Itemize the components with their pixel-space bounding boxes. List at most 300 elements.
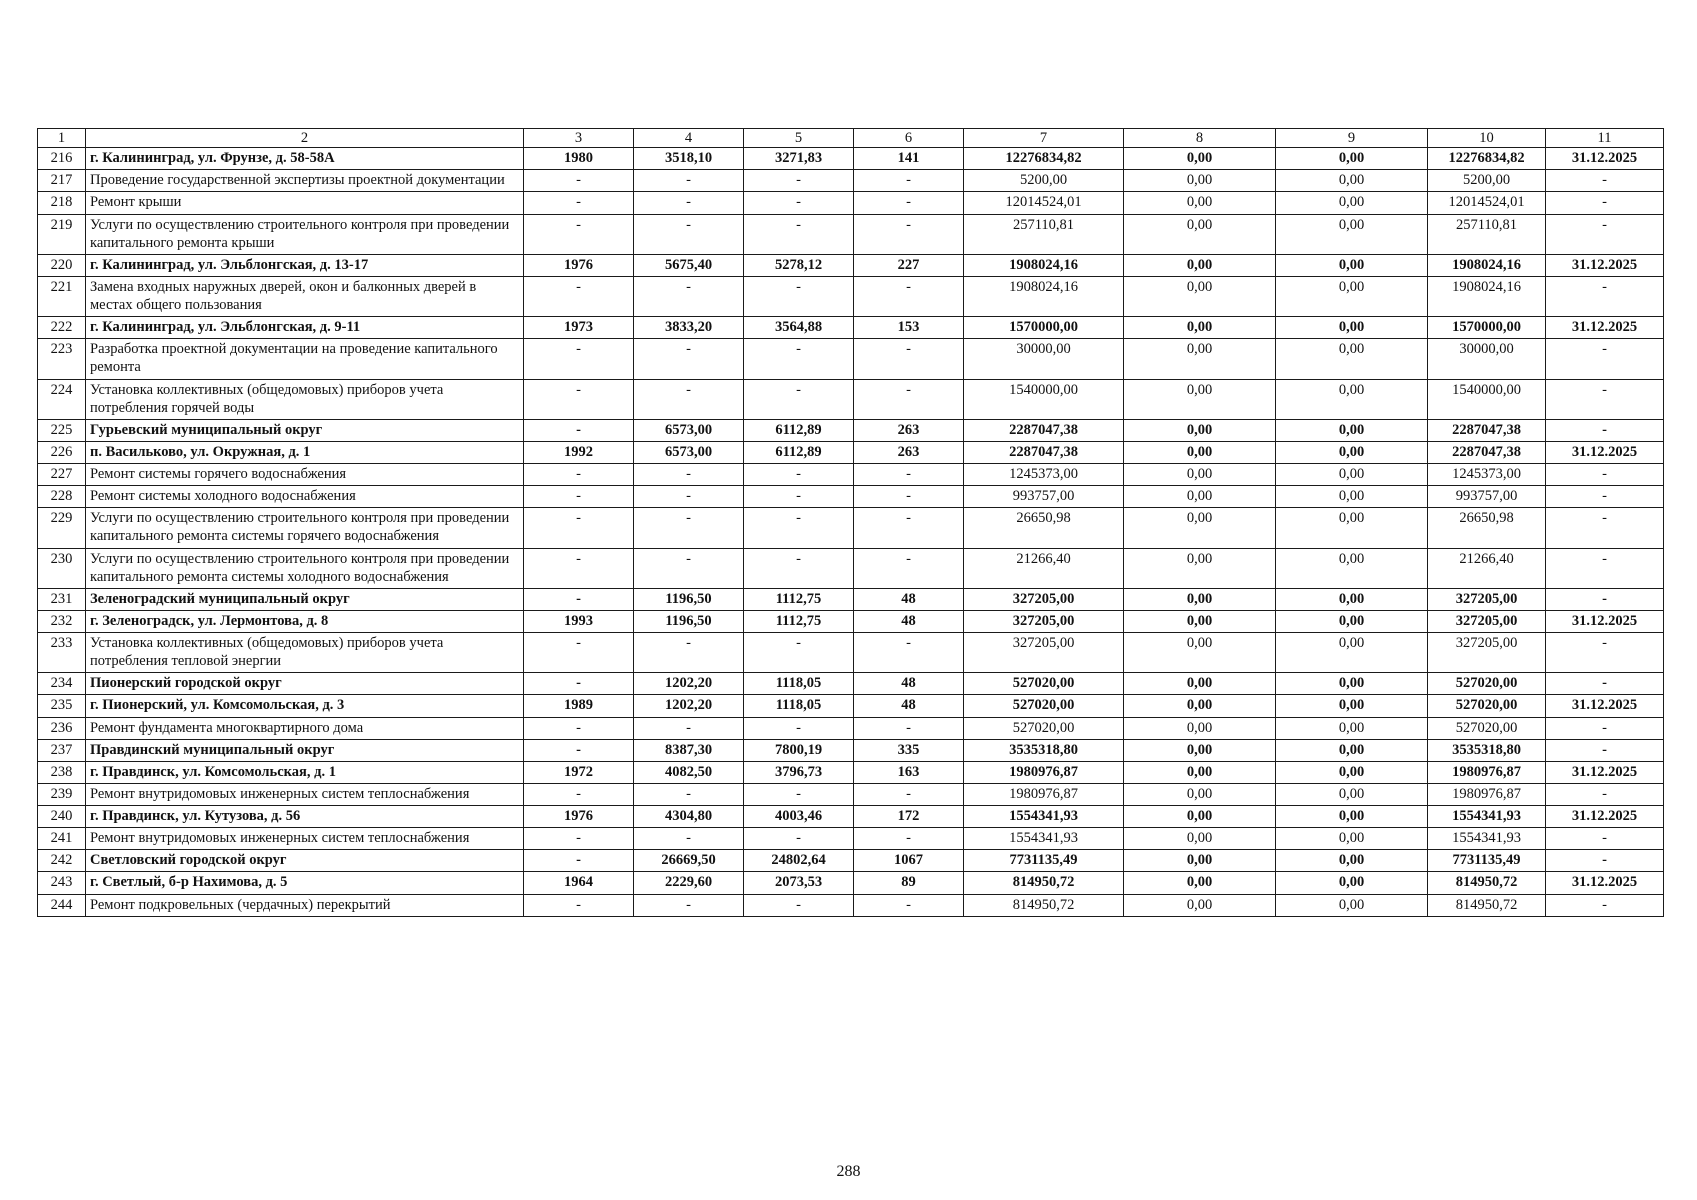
value-cell: 0,00 xyxy=(1124,806,1276,828)
value-cell: 993757,00 xyxy=(964,486,1124,508)
value-cell: - xyxy=(744,633,854,673)
value-cell: - xyxy=(634,633,744,673)
name-cell: г. Калининград, ул. Эльблонгская, д. 13-17 xyxy=(86,254,524,276)
value-cell: - xyxy=(854,486,964,508)
value-cell: 0,00 xyxy=(1124,464,1276,486)
value-cell: 0,00 xyxy=(1124,486,1276,508)
value-cell: 1570000,00 xyxy=(1428,317,1546,339)
value-cell: 0,00 xyxy=(1276,192,1428,214)
name-cell: Замена входных наружных дверей, окон и балконных дверей в местах общего пользования xyxy=(86,276,524,316)
value-cell: 0,00 xyxy=(1124,441,1276,463)
value-cell: 327205,00 xyxy=(964,588,1124,610)
table-row-object xyxy=(38,610,1664,632)
name-cell: г. Калининград, ул. Эльблонгская, д. 9-11 xyxy=(86,317,524,339)
column-number: 9 xyxy=(1276,129,1428,148)
table-row-object xyxy=(38,739,1664,761)
value-cell: - xyxy=(744,276,854,316)
value-cell: - xyxy=(524,739,634,761)
table-row-work xyxy=(38,717,1664,739)
table-row-work xyxy=(38,192,1664,214)
value-cell: 0,00 xyxy=(1124,588,1276,610)
value-cell: 0,00 xyxy=(1276,610,1428,632)
table-row-object xyxy=(38,254,1664,276)
value-cell: - xyxy=(744,379,854,419)
value-cell: 0,00 xyxy=(1124,548,1276,588)
value-cell: - xyxy=(854,214,964,254)
value-cell: 0,00 xyxy=(1124,419,1276,441)
column-number: 4 xyxy=(634,129,744,148)
value-cell: 163 xyxy=(854,761,964,783)
value-cell: 0,00 xyxy=(1124,783,1276,805)
value-cell: 1196,50 xyxy=(634,610,744,632)
value-cell: 814950,72 xyxy=(1428,872,1546,894)
table-row-work xyxy=(38,828,1664,850)
value-cell: 0,00 xyxy=(1276,276,1428,316)
row-number-cell: 223 xyxy=(38,339,86,379)
name-cell: Ремонт фундамента многоквартирного дома xyxy=(86,717,524,739)
value-cell: 0,00 xyxy=(1276,633,1428,673)
value-cell: 0,00 xyxy=(1124,379,1276,419)
value-cell: - xyxy=(634,828,744,850)
value-cell: 0,00 xyxy=(1124,695,1276,717)
row-number-cell: 224 xyxy=(38,379,86,419)
value-cell: 1980976,87 xyxy=(1428,783,1546,805)
value-cell: - xyxy=(854,379,964,419)
name-cell: Ремонт внутридомовых инженерных систем теплоснабжения xyxy=(86,783,524,805)
value-cell: - xyxy=(854,339,964,379)
value-cell: - xyxy=(524,894,634,916)
column-number: 1 xyxy=(38,129,86,148)
value-cell: 1973 xyxy=(524,317,634,339)
value-cell: - xyxy=(524,850,634,872)
value-cell: 4003,46 xyxy=(744,806,854,828)
name-cell: Услуги по осуществлению строительного контроля при проведении капитального ремонта системы горячего водоснабжения xyxy=(86,508,524,548)
row-number-cell: 225 xyxy=(38,419,86,441)
column-number: 10 xyxy=(1428,129,1546,148)
value-cell: - xyxy=(634,508,744,548)
value-cell: 31.12.2025 xyxy=(1546,441,1664,463)
value-cell: 1908024,16 xyxy=(964,254,1124,276)
value-cell: - xyxy=(524,339,634,379)
name-cell: г. Пионерский, ул. Комсомольская, д. 3 xyxy=(86,695,524,717)
value-cell: - xyxy=(1546,850,1664,872)
value-cell: - xyxy=(634,192,744,214)
value-cell: 0,00 xyxy=(1276,170,1428,192)
value-cell: 0,00 xyxy=(1124,508,1276,548)
value-cell: 31.12.2025 xyxy=(1546,695,1664,717)
row-number-cell: 240 xyxy=(38,806,86,828)
value-cell: 527020,00 xyxy=(964,673,1124,695)
value-cell: - xyxy=(524,276,634,316)
name-cell: Разработка проектной документации на проведение капитального ремонта xyxy=(86,339,524,379)
value-cell: 0,00 xyxy=(1124,170,1276,192)
value-cell: 0,00 xyxy=(1124,717,1276,739)
value-cell: 257110,81 xyxy=(1428,214,1546,254)
value-cell: 0,00 xyxy=(1124,850,1276,872)
value-cell: - xyxy=(1546,464,1664,486)
value-cell: 2229,60 xyxy=(634,872,744,894)
row-number-cell: 221 xyxy=(38,276,86,316)
row-number-cell: 231 xyxy=(38,588,86,610)
table-row-work xyxy=(38,276,1664,316)
value-cell: 30000,00 xyxy=(1428,339,1546,379)
value-cell: - xyxy=(1546,783,1664,805)
value-cell: 0,00 xyxy=(1124,148,1276,170)
row-number-cell: 238 xyxy=(38,761,86,783)
name-cell: г. Правдинск, ул. Комсомольская, д. 1 xyxy=(86,761,524,783)
row-number-cell: 229 xyxy=(38,508,86,548)
row-number-cell: 237 xyxy=(38,739,86,761)
column-number: 11 xyxy=(1546,129,1664,148)
capital-repair-table xyxy=(37,128,1664,917)
value-cell: 5200,00 xyxy=(964,170,1124,192)
value-cell: 12014524,01 xyxy=(964,192,1124,214)
table-row-object xyxy=(38,695,1664,717)
value-cell: - xyxy=(1546,379,1664,419)
name-cell: Услуги по осуществлению строительного контроля при проведении капитального ремонта крыши xyxy=(86,214,524,254)
table-row-object xyxy=(38,419,1664,441)
value-cell: - xyxy=(634,548,744,588)
value-cell: - xyxy=(1546,633,1664,673)
value-cell: - xyxy=(524,548,634,588)
table-row-object xyxy=(38,441,1664,463)
table-row-work xyxy=(38,214,1664,254)
column-number-row xyxy=(38,129,1664,148)
value-cell: 1980 xyxy=(524,148,634,170)
value-cell: 0,00 xyxy=(1276,872,1428,894)
value-cell: - xyxy=(744,783,854,805)
value-cell: 0,00 xyxy=(1124,894,1276,916)
value-cell: 1980976,87 xyxy=(964,761,1124,783)
value-cell: 0,00 xyxy=(1276,548,1428,588)
row-number-cell: 241 xyxy=(38,828,86,850)
value-cell: 0,00 xyxy=(1276,828,1428,850)
value-cell: 30000,00 xyxy=(964,339,1124,379)
value-cell: - xyxy=(634,276,744,316)
value-cell: - xyxy=(854,717,964,739)
value-cell: - xyxy=(634,486,744,508)
value-cell: - xyxy=(854,828,964,850)
value-cell: 6573,00 xyxy=(634,419,744,441)
table-row-object xyxy=(38,806,1664,828)
table-row-object xyxy=(38,148,1664,170)
value-cell: 327205,00 xyxy=(964,610,1124,632)
name-cell: г. Светлый, б-р Нахимова, д. 5 xyxy=(86,872,524,894)
table-row-work xyxy=(38,633,1664,673)
value-cell: 0,00 xyxy=(1276,894,1428,916)
value-cell: - xyxy=(524,214,634,254)
value-cell: 1067 xyxy=(854,850,964,872)
value-cell: 1908024,16 xyxy=(1428,254,1546,276)
value-cell: - xyxy=(1546,339,1664,379)
value-cell: 327205,00 xyxy=(1428,633,1546,673)
value-cell: - xyxy=(744,339,854,379)
value-cell: 1980976,87 xyxy=(1428,761,1546,783)
value-cell: 227 xyxy=(854,254,964,276)
value-cell: 3535318,80 xyxy=(964,739,1124,761)
page-number: 288 xyxy=(836,1163,861,1180)
value-cell: - xyxy=(524,783,634,805)
value-cell: - xyxy=(634,214,744,254)
value-cell: - xyxy=(634,464,744,486)
value-cell: 1554341,93 xyxy=(1428,828,1546,850)
value-cell: 24802,64 xyxy=(744,850,854,872)
value-cell: 263 xyxy=(854,441,964,463)
value-cell: - xyxy=(524,673,634,695)
table-row-work xyxy=(38,486,1664,508)
value-cell: - xyxy=(1546,508,1664,548)
value-cell: - xyxy=(854,894,964,916)
value-cell: 6112,89 xyxy=(744,419,854,441)
value-cell: 0,00 xyxy=(1276,806,1428,828)
value-cell: 0,00 xyxy=(1276,673,1428,695)
value-cell: - xyxy=(1546,214,1664,254)
value-cell: 1540000,00 xyxy=(964,379,1124,419)
table-row-work xyxy=(38,508,1664,548)
value-cell: - xyxy=(524,717,634,739)
name-cell: г. Зеленоградск, ул. Лермонтова, д. 8 xyxy=(86,610,524,632)
value-cell: - xyxy=(1546,486,1664,508)
row-number-cell: 228 xyxy=(38,486,86,508)
value-cell: 1554341,93 xyxy=(1428,806,1546,828)
value-cell: - xyxy=(634,379,744,419)
name-cell: Гурьевский муниципальный округ xyxy=(86,419,524,441)
value-cell: - xyxy=(634,170,744,192)
value-cell: 6573,00 xyxy=(634,441,744,463)
column-number: 2 xyxy=(86,129,524,148)
value-cell: - xyxy=(744,170,854,192)
table-row-object xyxy=(38,673,1664,695)
value-cell: 527020,00 xyxy=(1428,717,1546,739)
value-cell: 0,00 xyxy=(1276,508,1428,548)
name-cell: п. Васильково, ул. Окружная, д. 1 xyxy=(86,441,524,463)
value-cell: 1112,75 xyxy=(744,588,854,610)
name-cell: г. Правдинск, ул. Кутузова, д. 56 xyxy=(86,806,524,828)
value-cell: - xyxy=(1546,192,1664,214)
name-cell: Ремонт внутридомовых инженерных систем теплоснабжения xyxy=(86,828,524,850)
table-body xyxy=(38,129,1664,917)
value-cell: - xyxy=(744,548,854,588)
value-cell: 3535318,80 xyxy=(1428,739,1546,761)
value-cell: 2073,53 xyxy=(744,872,854,894)
row-number-cell: 239 xyxy=(38,783,86,805)
value-cell: 0,00 xyxy=(1124,610,1276,632)
value-cell: - xyxy=(744,464,854,486)
value-cell: - xyxy=(634,894,744,916)
name-cell: Установка коллективных (общедомовых) приборов учета потребления горячей воды xyxy=(86,379,524,419)
value-cell: 31.12.2025 xyxy=(1546,610,1664,632)
value-cell: 7800,19 xyxy=(744,739,854,761)
row-number-cell: 244 xyxy=(38,894,86,916)
value-cell: 0,00 xyxy=(1276,214,1428,254)
row-number-cell: 232 xyxy=(38,610,86,632)
table-row-work xyxy=(38,548,1664,588)
name-cell: Ремонт подкровельных (чердачных) перекрытий xyxy=(86,894,524,916)
row-number-cell: 218 xyxy=(38,192,86,214)
value-cell: - xyxy=(854,508,964,548)
value-cell: 1992 xyxy=(524,441,634,463)
column-number: 6 xyxy=(854,129,964,148)
value-cell: 0,00 xyxy=(1124,761,1276,783)
value-cell: 0,00 xyxy=(1276,464,1428,486)
value-cell: - xyxy=(1546,717,1664,739)
value-cell: 0,00 xyxy=(1276,441,1428,463)
column-number: 5 xyxy=(744,129,854,148)
row-number-cell: 227 xyxy=(38,464,86,486)
value-cell: 0,00 xyxy=(1124,214,1276,254)
value-cell: 0,00 xyxy=(1276,588,1428,610)
value-cell: - xyxy=(524,170,634,192)
value-cell: 48 xyxy=(854,695,964,717)
row-number-cell: 236 xyxy=(38,717,86,739)
value-cell: 1570000,00 xyxy=(964,317,1124,339)
column-number: 7 xyxy=(964,129,1124,148)
value-cell: - xyxy=(744,894,854,916)
value-cell: 3833,20 xyxy=(634,317,744,339)
value-cell: 1196,50 xyxy=(634,588,744,610)
value-cell: 48 xyxy=(854,673,964,695)
value-cell: 1908024,16 xyxy=(964,276,1124,316)
row-number-cell: 235 xyxy=(38,695,86,717)
table-row-work xyxy=(38,170,1664,192)
value-cell: - xyxy=(1546,828,1664,850)
value-cell: - xyxy=(744,192,854,214)
row-number-cell: 230 xyxy=(38,548,86,588)
value-cell: 993757,00 xyxy=(1428,486,1546,508)
column-number: 8 xyxy=(1124,129,1276,148)
value-cell: 1245373,00 xyxy=(1428,464,1546,486)
value-cell: 26650,98 xyxy=(1428,508,1546,548)
name-cell: Проведение государственной экспертизы проектной документации xyxy=(86,170,524,192)
value-cell: 0,00 xyxy=(1276,761,1428,783)
value-cell: 21266,40 xyxy=(1428,548,1546,588)
value-cell: 327205,00 xyxy=(1428,610,1546,632)
value-cell: 48 xyxy=(854,610,964,632)
value-cell: 3271,83 xyxy=(744,148,854,170)
value-cell: - xyxy=(524,486,634,508)
value-cell: 1118,05 xyxy=(744,673,854,695)
value-cell: - xyxy=(854,170,964,192)
value-cell: 31.12.2025 xyxy=(1546,872,1664,894)
value-cell: 1993 xyxy=(524,610,634,632)
value-cell: 26650,98 xyxy=(964,508,1124,548)
value-cell: - xyxy=(744,828,854,850)
value-cell: 141 xyxy=(854,148,964,170)
value-cell: 31.12.2025 xyxy=(1546,317,1664,339)
value-cell: 0,00 xyxy=(1276,419,1428,441)
value-cell: 1112,75 xyxy=(744,610,854,632)
name-cell: Светловский городской округ xyxy=(86,850,524,872)
value-cell: - xyxy=(854,192,964,214)
value-cell: 89 xyxy=(854,872,964,894)
table-row-object xyxy=(38,872,1664,894)
name-cell: г. Калининград, ул. Фрунзе, д. 58-58А xyxy=(86,148,524,170)
value-cell: 527020,00 xyxy=(964,717,1124,739)
value-cell: 1202,20 xyxy=(634,673,744,695)
value-cell: - xyxy=(1546,276,1664,316)
table-row-work xyxy=(38,894,1664,916)
value-cell: 2287047,38 xyxy=(964,419,1124,441)
table-row-work xyxy=(38,379,1664,419)
value-cell: 0,00 xyxy=(1276,339,1428,379)
value-cell: - xyxy=(524,588,634,610)
name-cell: Пионерский городской округ xyxy=(86,673,524,695)
value-cell: 1540000,00 xyxy=(1428,379,1546,419)
value-cell: 1202,20 xyxy=(634,695,744,717)
value-cell: 31.12.2025 xyxy=(1546,806,1664,828)
value-cell: 1554341,93 xyxy=(964,828,1124,850)
value-cell: - xyxy=(854,464,964,486)
value-cell: 1554341,93 xyxy=(964,806,1124,828)
value-cell: - xyxy=(634,783,744,805)
value-cell: - xyxy=(634,339,744,379)
value-cell: 263 xyxy=(854,419,964,441)
row-number-cell: 219 xyxy=(38,214,86,254)
value-cell: 327205,00 xyxy=(1428,588,1546,610)
value-cell: 12276834,82 xyxy=(1428,148,1546,170)
table-row-object xyxy=(38,761,1664,783)
value-cell: 4304,80 xyxy=(634,806,744,828)
value-cell: 1980976,87 xyxy=(964,783,1124,805)
value-cell: 4082,50 xyxy=(634,761,744,783)
row-number-cell: 234 xyxy=(38,673,86,695)
value-cell: 1989 xyxy=(524,695,634,717)
value-cell: - xyxy=(1546,170,1664,192)
value-cell: - xyxy=(854,783,964,805)
value-cell: 0,00 xyxy=(1124,872,1276,894)
table-row-object xyxy=(38,850,1664,872)
value-cell: 5278,12 xyxy=(744,254,854,276)
value-cell: 527020,00 xyxy=(964,695,1124,717)
value-cell: 31.12.2025 xyxy=(1546,148,1664,170)
value-cell: 0,00 xyxy=(1276,317,1428,339)
table-row-object xyxy=(38,588,1664,610)
value-cell: - xyxy=(524,464,634,486)
table-row-work xyxy=(38,783,1664,805)
value-cell: 26669,50 xyxy=(634,850,744,872)
value-cell: 0,00 xyxy=(1276,254,1428,276)
value-cell: 1972 xyxy=(524,761,634,783)
value-cell: 0,00 xyxy=(1276,486,1428,508)
value-cell: 48 xyxy=(854,588,964,610)
value-cell: 814950,72 xyxy=(1428,894,1546,916)
value-cell: 1976 xyxy=(524,806,634,828)
table-row-object xyxy=(38,317,1664,339)
value-cell: 12014524,01 xyxy=(1428,192,1546,214)
name-cell: Ремонт крыши xyxy=(86,192,524,214)
value-cell: 0,00 xyxy=(1124,317,1276,339)
value-cell: - xyxy=(524,419,634,441)
value-cell: 172 xyxy=(854,806,964,828)
value-cell: 0,00 xyxy=(1124,739,1276,761)
value-cell: 0,00 xyxy=(1124,828,1276,850)
value-cell: 2287047,38 xyxy=(1428,419,1546,441)
value-cell: 1976 xyxy=(524,254,634,276)
value-cell: - xyxy=(1546,894,1664,916)
value-cell: 0,00 xyxy=(1276,717,1428,739)
value-cell: 31.12.2025 xyxy=(1546,761,1664,783)
value-cell: - xyxy=(1546,548,1664,588)
value-cell: 1908024,16 xyxy=(1428,276,1546,316)
value-cell: 21266,40 xyxy=(964,548,1124,588)
value-cell: 1245373,00 xyxy=(964,464,1124,486)
value-cell: 814950,72 xyxy=(964,894,1124,916)
value-cell: 1964 xyxy=(524,872,634,894)
value-cell: 0,00 xyxy=(1276,148,1428,170)
name-cell: Ремонт системы холодного водоснабжения xyxy=(86,486,524,508)
value-cell: - xyxy=(1546,419,1664,441)
value-cell: - xyxy=(854,633,964,673)
